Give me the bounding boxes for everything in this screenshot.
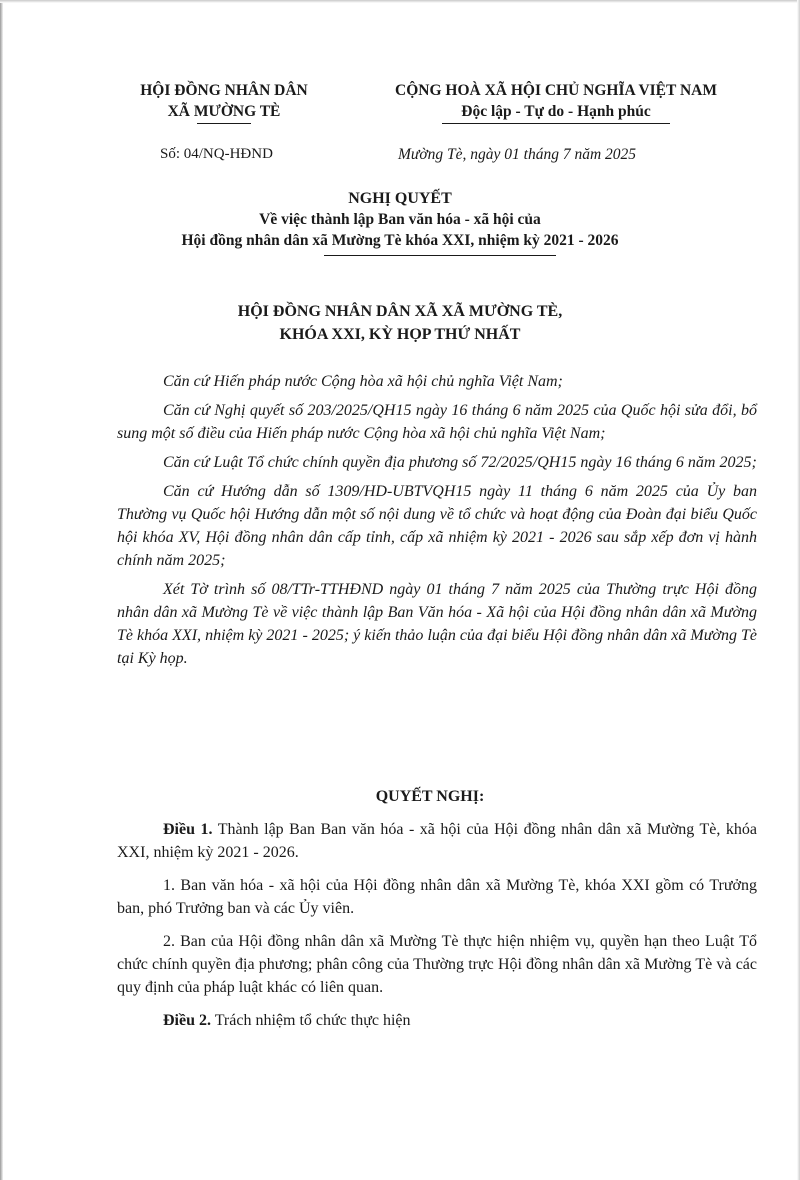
resolution-body (117, 818, 757, 1042)
issuing-body-header (108, 80, 340, 124)
issuing-body-line2: XÃ MƯỜNG TÈ (167, 103, 281, 120)
article-1-clause-2: 2. Ban của Hội đồng nhân dân xã Mường Tè thực hiện nhiệm vụ, quyền hạn theo Luật Tổ chức chính quyền địa phương; phân công của Thường trực Hội đồng nhân dân xã Mường Tè và các quy định của pháp luật khác có liên quan. (117, 933, 757, 996)
legal-basis (117, 370, 757, 676)
article-1 (117, 818, 757, 864)
resolution-title (0, 188, 800, 256)
issuing-body-underline (197, 123, 251, 124)
basis-paragraph: Căn cứ Hiến pháp nước Cộng hòa xã hội chủ nghĩa Việt Nam; (163, 373, 563, 390)
national-header (352, 80, 760, 124)
basis-paragraph: Căn cứ Hướng dẫn số 1309/HD-UBTVQH15 ngày 11 tháng 6 năm 2025 của Ủy ban Thường vụ Quốc hội Hướng dẫn một số nội dung về tổ chức và hoạt động của Đoàn đại biểu Quốc hội khóa XV, Hội đồng nhân dân cấp tỉnh, cấp xã nhiệm kỳ 2021 - 2026 sau sắp xếp đơn vị hành chính năm 2025; (117, 483, 757, 569)
document-number: Số: 04/NQ-HĐND (160, 146, 273, 162)
scan-edge-top (0, 0, 800, 3)
decision-heading: QUYẾT NGHỊ: (375, 788, 485, 805)
council-heading (0, 300, 800, 346)
national-motto: Độc lập - Tự do - Hạnh phúc (461, 103, 651, 120)
title-underline (324, 255, 556, 256)
article-1-label: Điều 1. (163, 821, 213, 838)
article-1-text: Thành lập Ban Ban văn hóa - xã hội của Hội đồng nhân dân xã Mường Tè, khóa XXI, nhiệm kỳ 2021 - 2026. (117, 821, 758, 861)
scan-edge-left (0, 0, 3, 1180)
article-2 (117, 1009, 757, 1032)
resolution-main-title: NGHỊ QUYẾT (348, 190, 452, 207)
resolution-subject-line1: Về việc thành lập Ban văn hóa - xã hội của (259, 211, 541, 228)
basis-paragraph: Xét Tờ trình số 08/TTr-TTHĐND ngày 01 tháng 7 năm 2025 của Thường trực Hội đồng nhân dân xã Mường Tè về việc thành lập Ban Văn hóa - Xã hội của Hội đồng nhân dân xã Mường Tè khóa XXI, nhiệm kỳ 2021 - 2025; ý kiến thảo luận của đại biểu Hội đồng nhân dân xã Mường Tè tại Kỳ họp. (117, 581, 757, 667)
national-title: CỘNG HOÀ XÃ HỘI CHỦ NGHĨA VIỆT NAM (395, 82, 717, 99)
resolution-subject-line2: Hội đồng nhân dân xã Mường Tè khóa XXI, nhiệm kỳ 2021 - 2026 (181, 232, 619, 249)
place-and-date: Mường Tè, ngày 01 tháng 7 năm 2025 (398, 146, 637, 163)
national-motto-underline (442, 123, 670, 124)
article-2-label: Điều 2. (163, 1012, 211, 1029)
article-1-clause-1: 1. Ban văn hóa - xã hội của Hội đồng nhân dân xã Mường Tè, khóa XXI gồm có Trưởng ban, phó Trưởng ban và các Ủy viên. (117, 877, 757, 917)
basis-paragraph: Căn cứ Nghị quyết số 203/2025/QH15 ngày 16 tháng 6 năm 2025 của Quốc hội sửa đổi, bổ sung một số điều của Hiến pháp nước Cộng hòa xã hội chủ nghĩa Việt Nam; (117, 402, 757, 442)
article-2-text: Trách nhiệm tổ chức thực hiện (211, 1012, 411, 1029)
council-heading-line1: HỘI ĐỒNG NHÂN DÂN XÃ XÃ MƯỜNG TÈ, (237, 303, 563, 320)
issuing-body-line1: HỘI ĐỒNG NHÂN DÂN (140, 82, 308, 99)
basis-paragraph: Căn cứ Luật Tổ chức chính quyền địa phương số 72/2025/QH15 ngày 16 tháng 6 năm 2025; (163, 454, 757, 471)
council-heading-line2: KHÓA XXI, KỲ HỌP THỨ NHẤT (279, 326, 521, 343)
